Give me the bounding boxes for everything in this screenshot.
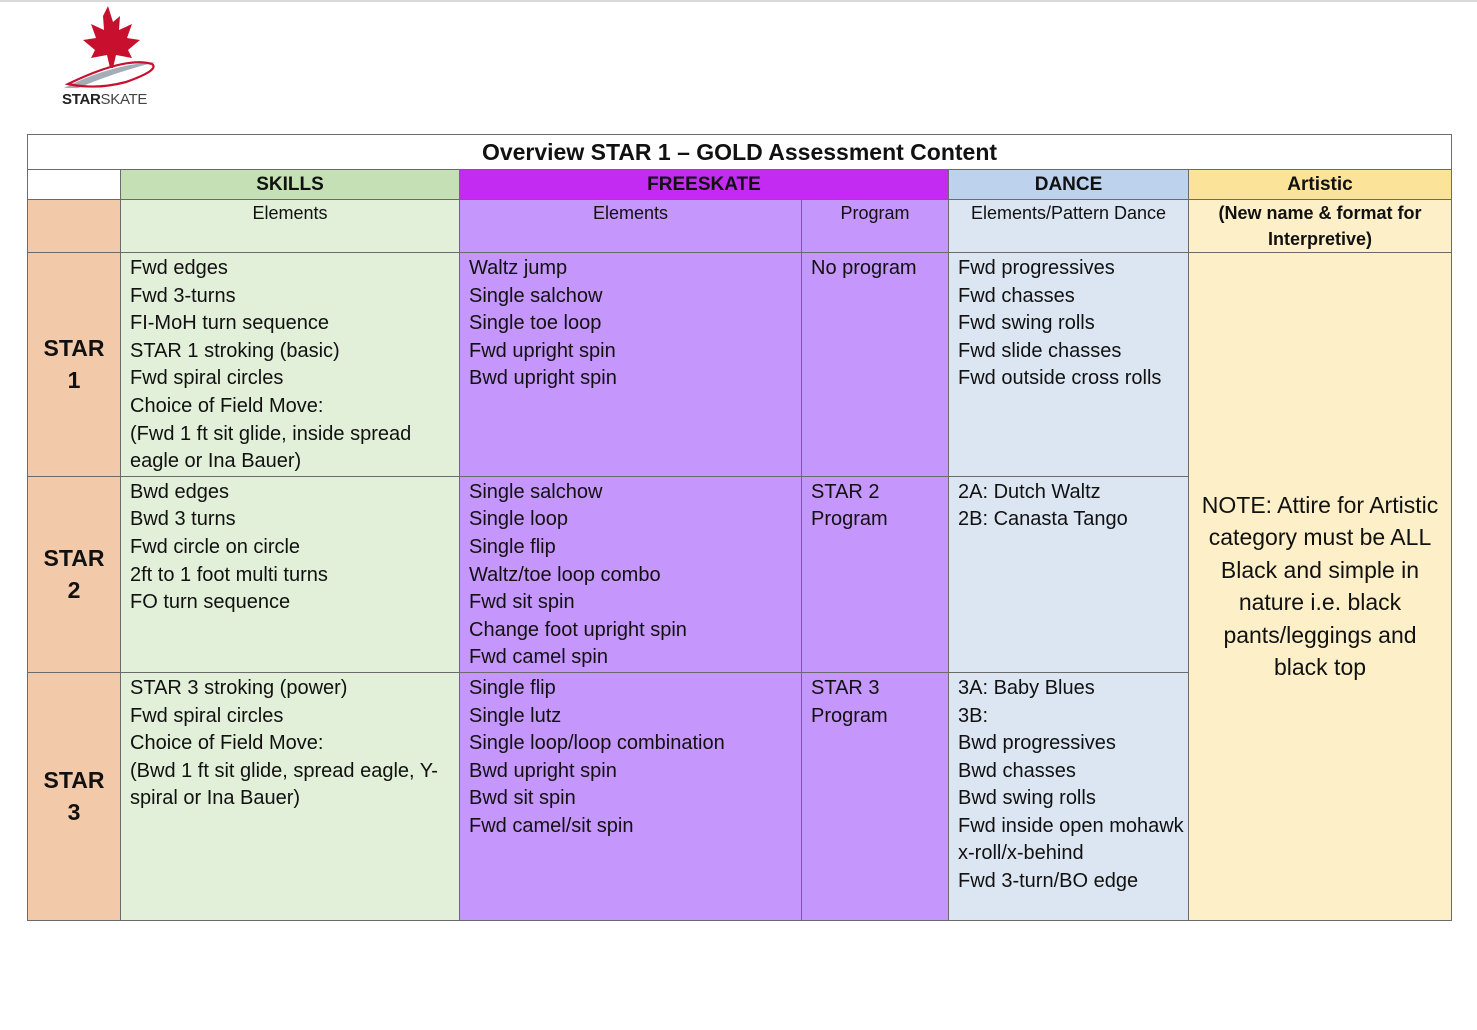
list-item: Fwd camel/sit spin <box>469 814 634 837</box>
program-list <box>802 253 948 283</box>
list-item: Program <box>811 508 888 531</box>
list-item: STAR 3 stroking (power) <box>130 676 348 699</box>
list-item: Single lutz <box>469 704 562 727</box>
subheader-freeskate-elements: Elements <box>460 200 802 253</box>
logo-wordmark: STARSKATE <box>62 91 148 108</box>
table-title: Overview STAR 1 – GOLD Assessment Content <box>28 135 1452 170</box>
list-item: Bwd edges <box>130 480 229 503</box>
list-item: FO turn sequence <box>130 591 291 614</box>
freeskate-elements-list <box>460 477 801 672</box>
list-item: Fwd slide chasses <box>958 339 1122 362</box>
list-item: x-roll/x-behind <box>958 842 1084 865</box>
list-item: Single loop <box>469 508 568 531</box>
dance-list <box>949 253 1188 393</box>
program-list <box>802 673 948 730</box>
list-item: 2ft to 1 foot multi turns <box>130 563 328 586</box>
table-row <box>28 253 1452 477</box>
list-item: Fwd spiral circles <box>130 367 284 390</box>
header-corner <box>28 170 121 200</box>
list-item: Fwd 3-turn/BO edge <box>958 870 1139 893</box>
list-item: Single salchow <box>469 480 603 503</box>
list-item: Waltz jump <box>469 257 568 279</box>
subheader-dance-elements: Elements/Pattern Dance <box>949 200 1189 253</box>
list-item: Bwd upright spin <box>469 759 617 782</box>
list-item: Bwd progressives <box>958 732 1116 755</box>
list-item: 2A: Dutch Waltz <box>958 480 1101 503</box>
assessment-overview-table <box>27 134 1452 921</box>
list-item: Fwd inside open mohawk <box>958 814 1184 837</box>
top-border <box>0 0 1477 2</box>
list-item: Choice of Field Move: <box>130 732 324 755</box>
header-artistic: Artistic <box>1189 170 1452 200</box>
list-item: Change foot upright spin <box>469 618 687 641</box>
list-item: Bwd upright spin <box>469 367 617 390</box>
list-item: Single flip <box>469 676 556 699</box>
list-item: (Fwd 1 ft sit glide, inside spread eagle or Ina Bauer) <box>130 422 412 473</box>
list-item: Fwd outside cross rolls <box>958 367 1162 390</box>
row-label-star-3: STAR 3 <box>28 672 121 920</box>
list-item: 3B: <box>958 704 989 727</box>
header-freeskate: FREESKATE <box>460 170 949 200</box>
skills-list <box>121 253 459 476</box>
subheader-skills-elements: Elements <box>121 200 460 253</box>
subheader-corner <box>28 200 121 253</box>
skills-list <box>121 673 459 813</box>
list-item: Fwd spiral circles <box>130 704 284 727</box>
subheader-artistic-note: (New name & format for Interpretive) <box>1189 200 1452 253</box>
freeskate-elements-list <box>460 253 801 393</box>
list-item: STAR 1 stroking (basic) <box>130 339 340 362</box>
row-label-star-2: STAR 2 <box>28 476 121 672</box>
list-item: Single toe loop <box>469 312 602 335</box>
freeskate-elements-list <box>460 673 801 841</box>
list-item: Program <box>811 704 888 727</box>
dance-list <box>949 477 1188 534</box>
list-item: Single flip <box>469 535 556 558</box>
list-item: Choice of Field Move: <box>130 394 324 417</box>
list-item: 3A: Baby Blues <box>958 676 1095 699</box>
list-item: Fwd upright spin <box>469 339 616 362</box>
list-item: FI-MoH turn sequence <box>130 312 329 335</box>
list-item: Bwd chasses <box>958 759 1076 782</box>
list-item: Bwd 3 turns <box>130 508 236 531</box>
list-item: (Bwd 1 ft sit glide, spread eagle, Y-spiral or Ina Bauer) <box>130 759 438 810</box>
list-item: Fwd edges <box>130 257 228 279</box>
list-item: Fwd progressives <box>958 257 1115 279</box>
header-dance: DANCE <box>949 170 1189 200</box>
list-item: Fwd swing rolls <box>958 312 1095 335</box>
list-item: Single loop/loop combination <box>469 732 725 755</box>
list-item: STAR 3 <box>811 676 880 699</box>
list-item: STAR 2 <box>811 480 880 503</box>
list-item: Fwd camel spin <box>469 646 608 669</box>
list-item: Fwd chasses <box>958 284 1075 307</box>
skills-list <box>121 477 459 617</box>
header-skills: SKILLS <box>121 170 460 200</box>
list-item: No program <box>811 257 917 279</box>
list-item: Fwd sit spin <box>469 591 575 614</box>
list-item: Waltz/toe loop combo <box>469 563 661 586</box>
program-list <box>802 477 948 534</box>
artistic-attire-note: NOTE: Attire for Artistic category must be ALL Black and simple in nature i.e. black pants/leggings and black top <box>1189 253 1452 921</box>
subheader-freeskate-program: Program <box>802 200 949 253</box>
row-label-star-1: STAR 1 <box>28 253 121 477</box>
list-item: Bwd sit spin <box>469 787 576 810</box>
dance-list <box>949 673 1188 896</box>
list-item: Fwd circle on circle <box>130 535 301 558</box>
list-item: 2B: Canasta Tango <box>958 508 1128 531</box>
list-item: Fwd 3-turns <box>130 284 236 307</box>
list-item: Single salchow <box>469 284 603 307</box>
list-item: Bwd swing rolls <box>958 787 1096 810</box>
